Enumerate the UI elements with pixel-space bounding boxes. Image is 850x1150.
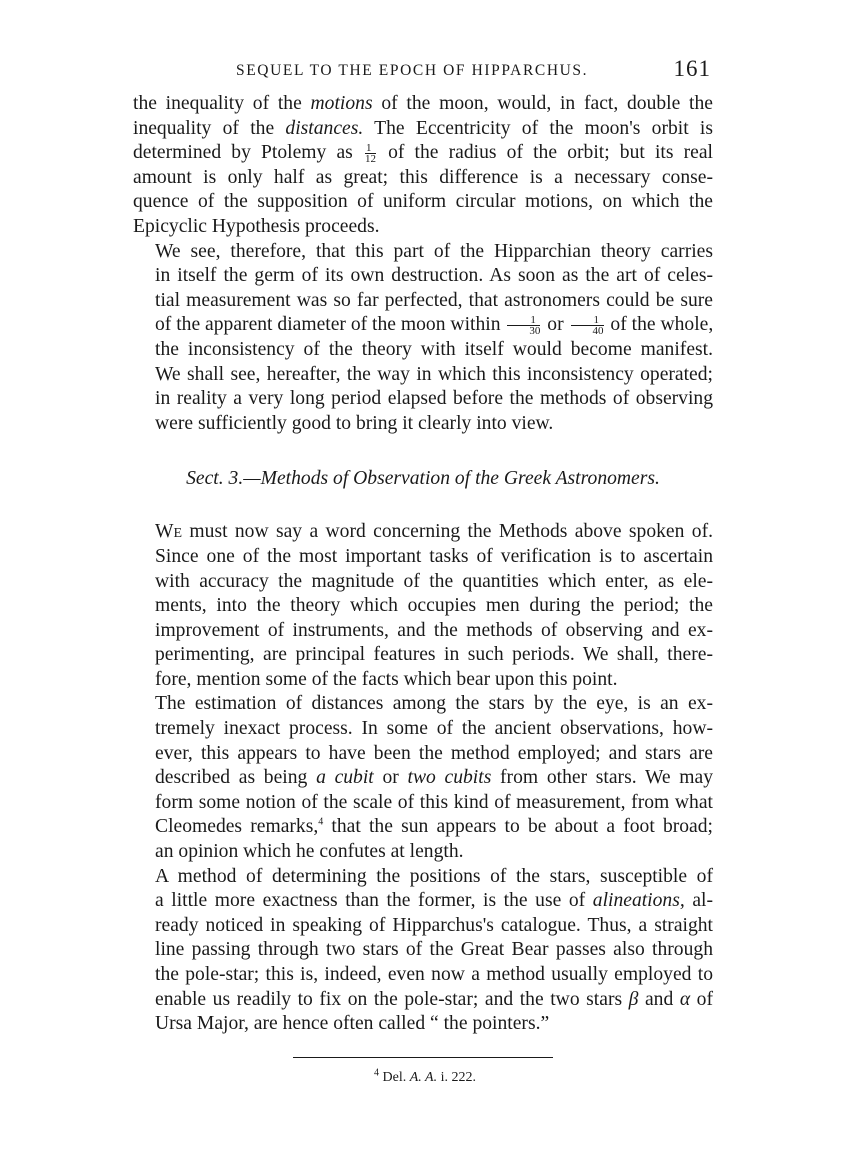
text-line: perimenting, are principal features in such periods. We shall, there- <box>155 644 713 666</box>
text-line: of the apparent diameter of the moon within $\frac{1}{30}$ or $\frac{1}{40}$ of the whole, <box>155 314 714 338</box>
text-line: a little more exactness than the former, is the use of alineations, al- <box>155 890 713 912</box>
text-line: We shall see, hereafter, the way in which this inconsistency operated; <box>155 363 713 385</box>
text-line: in reality a very long period elapsed before the methods of observing <box>155 388 713 410</box>
paragraph-4 <box>133 692 713 864</box>
text-line: quence of the supposition of uniform circular motions, on which the <box>133 191 713 213</box>
text-line: Ursa Major, are hence often called “ the pointers.” <box>155 1013 550 1035</box>
fraction-one-fortieth: $\frac{1}{40}$ <box>571 315 604 336</box>
text-line: the inconsistency of the theory with itself would become manifest. <box>155 338 713 360</box>
paragraph-1 <box>133 92 713 240</box>
section-heading: Sect. 3.—Methods of Observation of the Greek Astronomers. <box>186 468 660 490</box>
text-line: the pole-star; this is, indeed, even now a method usually employed to <box>155 964 713 985</box>
fraction-one-twelfth: $\frac{1}{12}$ <box>364 142 376 166</box>
running-head <box>133 56 713 92</box>
text-line: We see, therefore, that this part of the Hipparchian theory carries <box>155 240 713 262</box>
running-title: SEQUEL TO THE EPOCH OF HIPPARCHUS. <box>236 62 589 79</box>
paragraph-2 <box>133 240 713 437</box>
text-line: an opinion which he confutes at length. <box>155 841 464 863</box>
text-line: A method of determining the positions of the stars, susceptible of <box>155 865 713 887</box>
footnote-marker: 4 <box>374 1067 380 1079</box>
text-line: The estimation of distances among the stars by the eye, is an ex- <box>155 693 713 715</box>
text-line: Epicyclic Hypothesis proceeds. <box>133 215 380 237</box>
text-line: tial measurement was so far perfected, that astronomers could be sure <box>155 289 713 311</box>
text-line: amount is only half as great; this difference is a necessary conse- <box>133 166 713 188</box>
page-number: 161 <box>673 56 711 81</box>
text-line: the inequality of the motions of the moon, would, in fact, double the <box>133 93 713 114</box>
text-line: fore, mention some of the facts which bear upon this point. <box>155 668 618 690</box>
text-line: Since one of the most important tasks of verification is to ascertain <box>155 545 713 567</box>
paragraph-5 <box>133 865 713 1037</box>
footnote-reference: 4 <box>318 816 324 828</box>
text-line: enable us readily to fix on the pole-star; and the two stars β and α of <box>155 988 713 1010</box>
footnote: $^4$ Del. A. A. i. 222. <box>374 1067 476 1085</box>
text-line: line passing through two stars of the Great Bear passes also through <box>155 939 713 961</box>
book-page <box>133 56 713 1086</box>
text-line: determined by Ptolemy as $\frac{1}{12}$ of the radius of the orbit; but its real <box>133 142 713 166</box>
text-line: were sufficiently good to bring it clearly into view. <box>155 412 554 434</box>
fraction-one-thirtieth: $\frac{1}{30}$ <box>507 315 540 336</box>
text-line: We must now say a word concerning the Methods above spoken of. <box>155 521 713 543</box>
text-line: improvement of instruments, and the methods of observing and ex- <box>155 619 713 641</box>
footnote-divider <box>293 1057 553 1058</box>
text-line: ever, this appears to have been the method employed; and stars are <box>155 742 713 764</box>
text-line: inequality of the distances. The Eccentricity of the moon's orbit is <box>133 117 713 139</box>
text-line: Cleomedes remarks,$^4$ that the sun appears to be about a foot broad; <box>155 816 713 838</box>
text-line: described as being a cubit or two cubits from other stars. We may <box>155 767 714 789</box>
text-line: with accuracy the magnitude of the quantities which enter, as ele- <box>155 570 713 592</box>
text-line: in itself the germ of its own destruction. As soon as the art of celes- <box>155 265 713 287</box>
text-line: tremely inexact process. In some of the ancient observations, how- <box>155 718 713 740</box>
text-line: form some notion of the scale of this kind of measurement, from what <box>155 791 713 813</box>
text-line: ments, into the theory which occupies men during the period; the <box>155 595 713 617</box>
text-line: ready noticed in speaking of Hipparchus's catalogue. Thus, a straight <box>155 914 713 936</box>
paragraph-3 <box>133 520 713 692</box>
